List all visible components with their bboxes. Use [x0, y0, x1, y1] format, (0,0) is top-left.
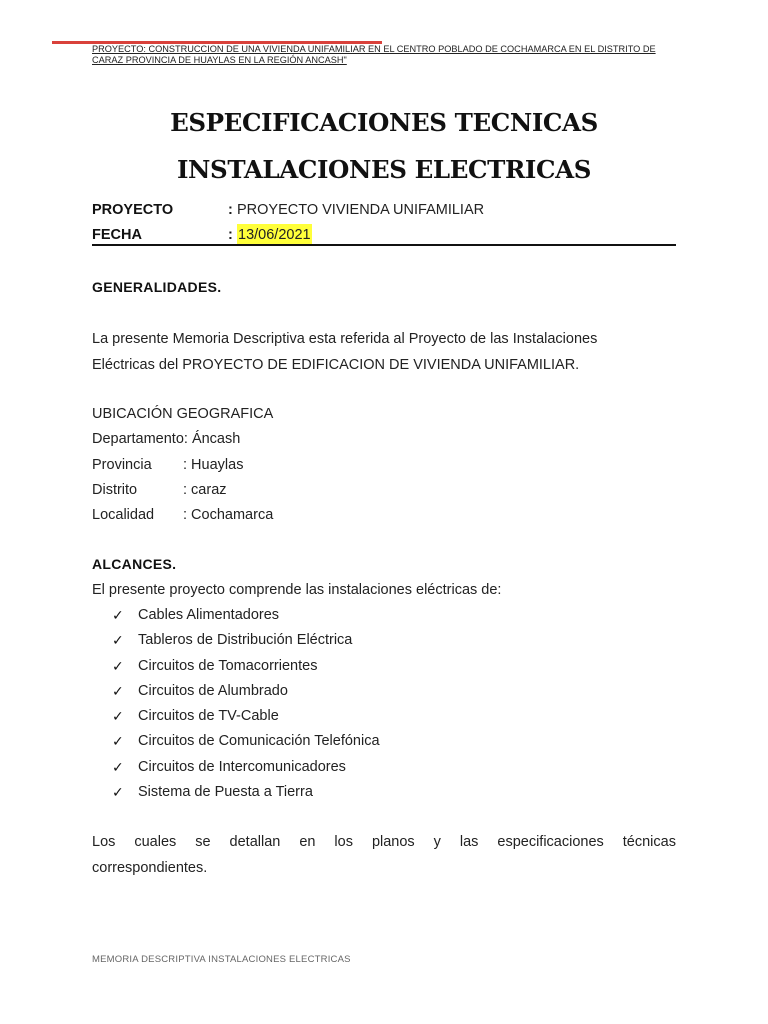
document-title: ESPECIFICACIONES TECNICAS [170, 108, 598, 137]
closing-word: en [299, 834, 316, 850]
proyecto-value: PROYECTO VIVIENDA UNIFAMILIAR [237, 202, 485, 218]
closing-paragraph [92, 829, 676, 881]
fecha-label: FECHA [92, 227, 142, 243]
check-icon: ✓ [112, 733, 124, 750]
distrito-value: : caraz [183, 481, 227, 498]
closing-word: las [459, 834, 479, 850]
closing-word: detallan [229, 834, 281, 850]
closing-line-2: correspondientes. [92, 860, 208, 876]
check-icon: ✓ [112, 758, 124, 775]
header-project-line: PROYECTO: CONSTRUCCION DE UNA VIVIENDA UNIFAMILIAR EN EL CENTRO POBLADO DE COCHAMARCA EN EL DISTRITO DE CARAZ PROVINCIA DE HUAYLAS EN LA REGIÓN ANCASH" [92, 44, 656, 65]
distrito-label: Distrito [92, 481, 138, 498]
meta-divider [92, 244, 676, 246]
checklist-item-text: Sistema de Puesta a Tierra [138, 784, 313, 801]
proyecto-label: PROYECTO [92, 202, 174, 218]
checklist-item-text: Circuitos de Tomacorrientes [138, 657, 318, 674]
check-icon: ✓ [112, 607, 124, 623]
closing-line-1 [92, 829, 676, 855]
closing-word: se [195, 834, 211, 850]
generalidades-heading: GENERALIDADES. [92, 279, 222, 295]
generalidades-line-2: Eléctricas del PROYECTO DE EDIFICACION DE VIVIENDA UNIFAMILIAR. [92, 356, 580, 373]
alcances-intro: El presente proyecto comprende las instalaciones eléctricas de: [92, 582, 502, 598]
closing-word: planos [371, 834, 415, 850]
ubicacion-block [92, 402, 676, 528]
check-icon: ✓ [112, 657, 124, 674]
check-icon: ✓ [112, 708, 124, 725]
closing-word: especificaciones [497, 834, 604, 850]
proyecto-colon: : [228, 202, 233, 218]
checklist-item-text: Circuitos de Intercomunicadores [138, 758, 346, 775]
provincia-label: Provincia [92, 456, 152, 473]
checklist-item-text: Cables Alimentadores [138, 607, 280, 623]
localidad-value: : Cochamarca [183, 507, 274, 524]
checklist-item-text: Circuitos de Comunicación Telefónica [138, 733, 380, 750]
ubicacion-heading: UBICACIÓN GEOGRAFICA [92, 406, 274, 422]
alcances-heading: ALCANCES. [92, 556, 177, 572]
closing-word: cuales [134, 834, 177, 850]
checklist-item-text: Tableros de Distribución Eléctrica [138, 632, 353, 649]
fecha-colon: : [228, 227, 233, 243]
checklist-item-text: Circuitos de Alumbrado [138, 682, 288, 699]
closing-word: técnicas [622, 834, 676, 850]
check-icon: ✓ [112, 632, 124, 649]
generalidades-paragraph [92, 327, 676, 378]
localidad-label: Localidad [92, 507, 155, 524]
checklist-item-text: Circuitos de TV-Cable [138, 708, 279, 725]
closing-word: y [433, 834, 441, 850]
document-subtitle: INSTALACIONES ELECTRICAS [176, 155, 591, 184]
fecha-value: 13/06/2021 [237, 224, 312, 246]
generalidades-line-1: La presente Memoria Descriptiva esta referida al Proyecto de las Instalaciones [92, 331, 598, 347]
departamento-line: Departamento: Áncash [92, 431, 241, 448]
check-icon: ✓ [112, 682, 124, 699]
page-footer: MEMORIA DESCRIPTIVA INSTALACIONES ELECTRICAS [92, 954, 351, 965]
closing-word: Los [92, 834, 116, 850]
check-icon: ✓ [112, 784, 124, 801]
closing-word: los [334, 834, 353, 850]
provincia-value: : Huaylas [183, 456, 244, 473]
